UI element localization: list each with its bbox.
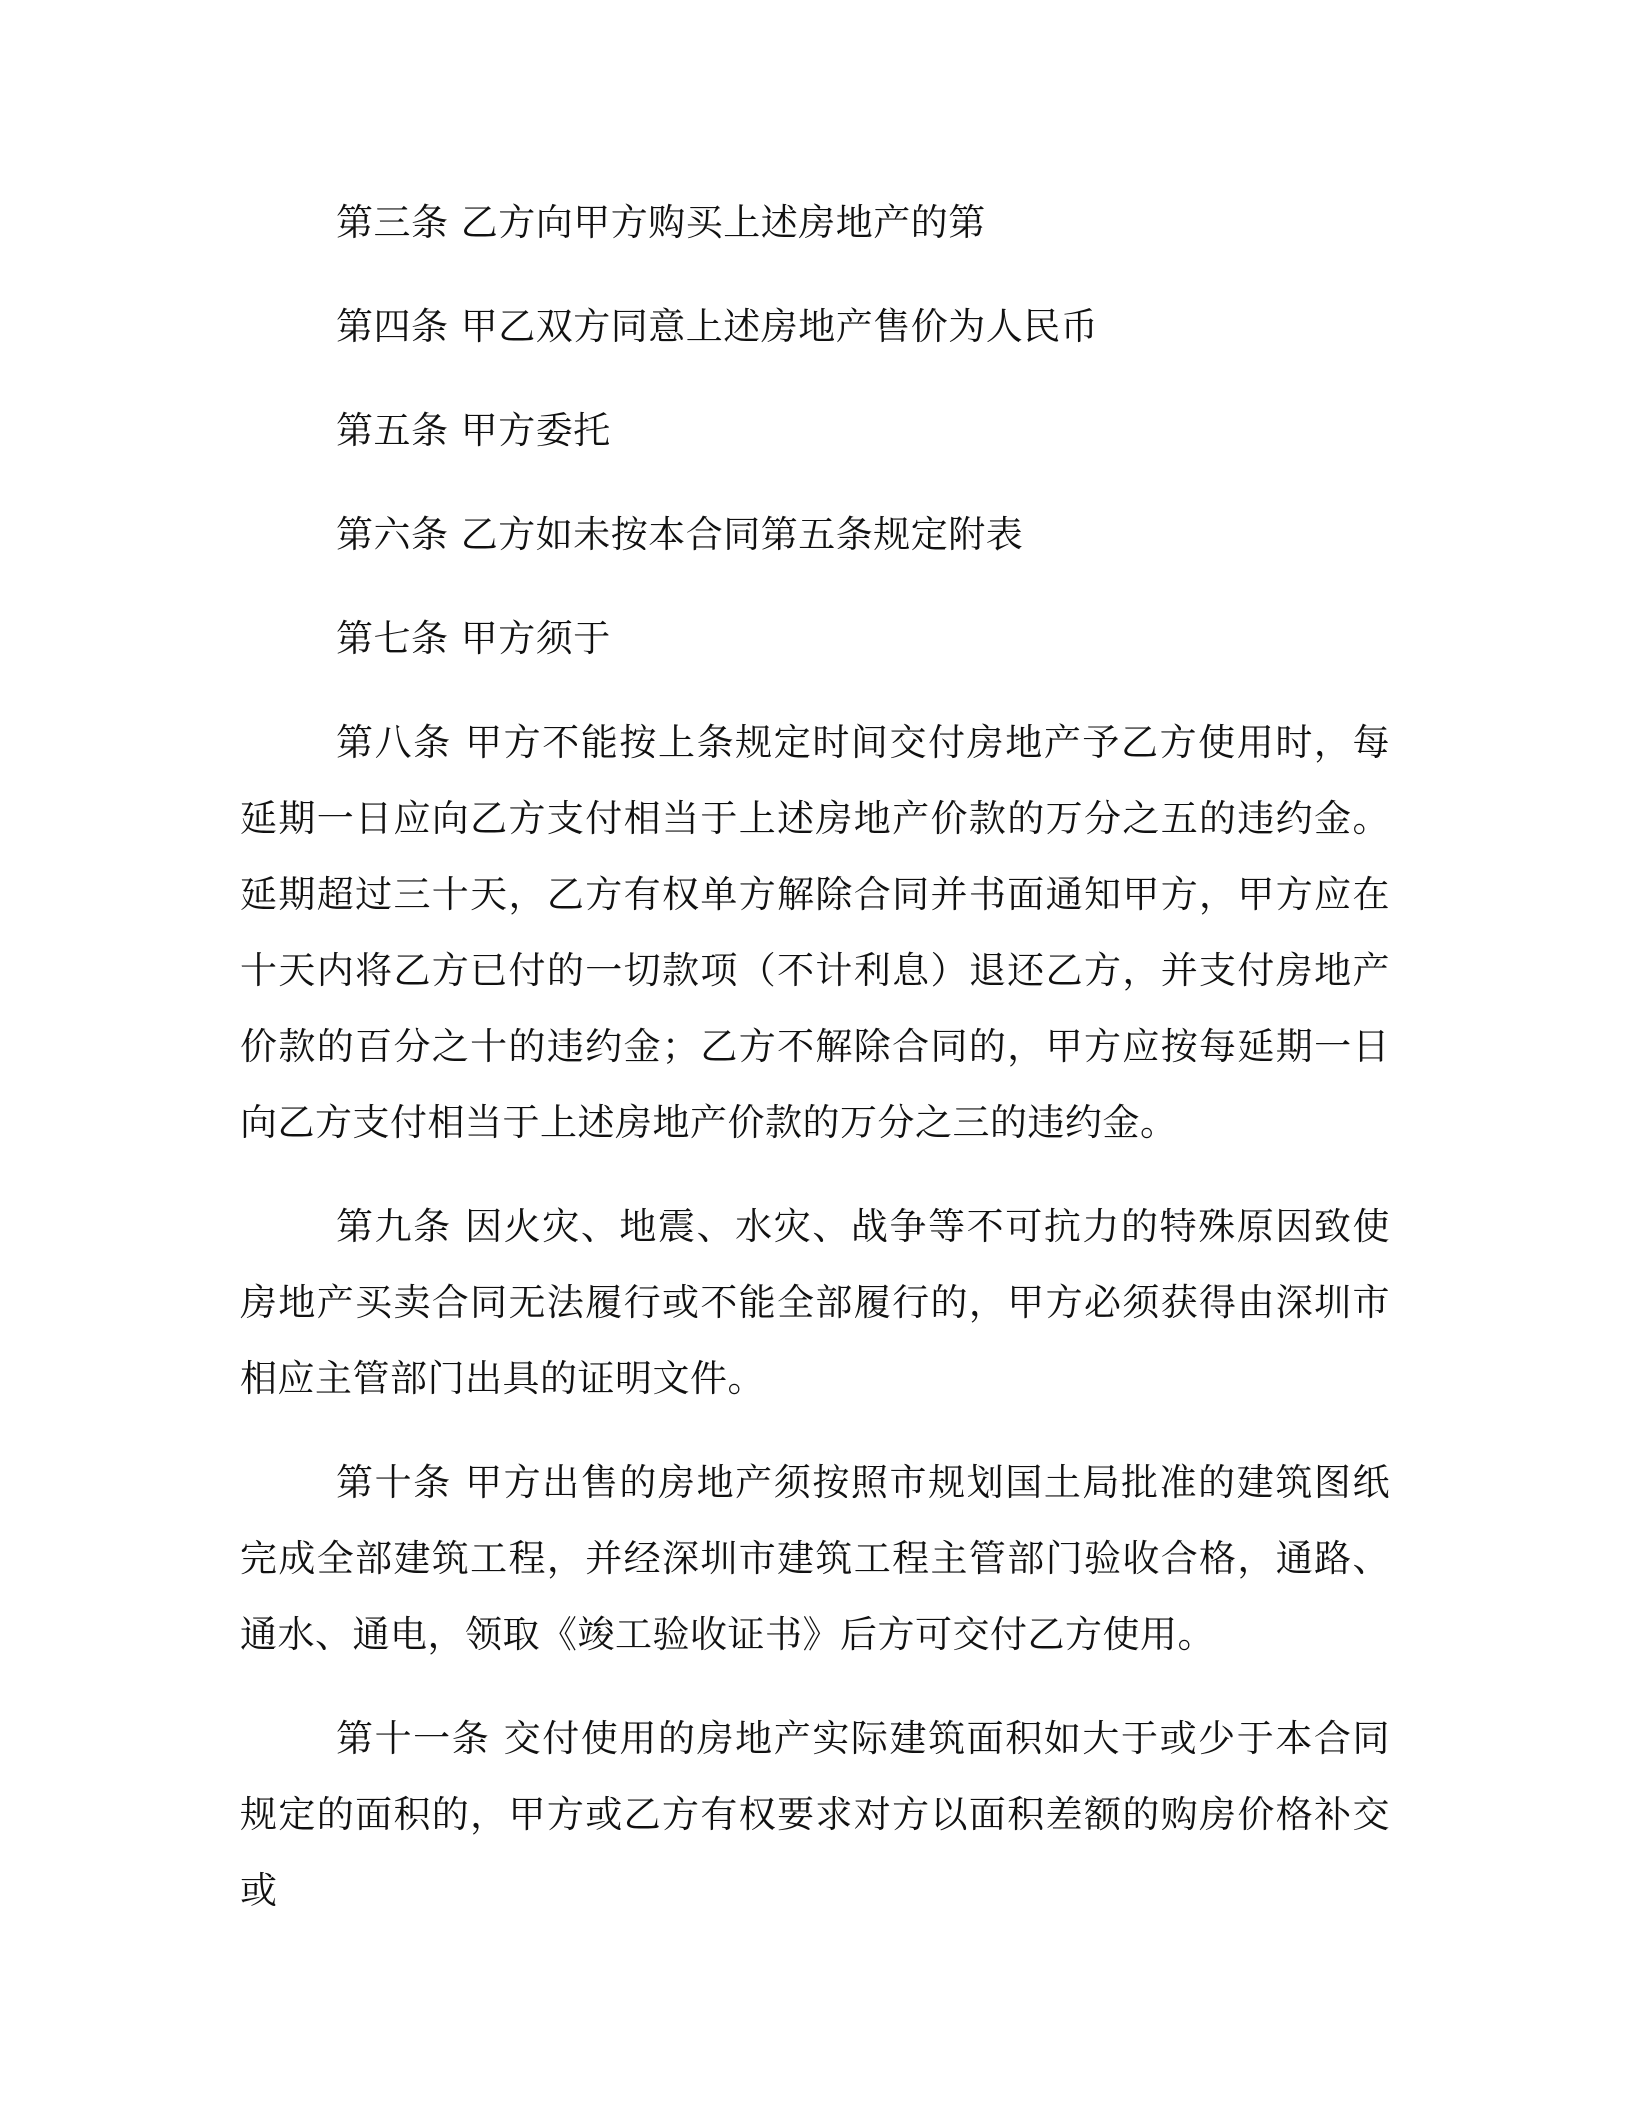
clause-8: 第八条 甲方不能按上条规定时间交付房地产予乙方使用时，每延期一日应向乙方支付相当于上述房地产价款的万分之五的违约金。 延期超过三十天，乙方有权单方解除合同并书面通知甲方，甲方应在十天内将乙方已付的一切款项（不计利息）退还乙方，并支付房地产价款的百分之十的违约金；乙方不解除合同的，甲方应按每延期一日向乙方支付相当于上述房地产价款的万分之三的违约金。 <box>240 721 1390 1144</box>
document-body <box>240 185 1390 1957</box>
clause-10: 第十条 甲方出售的房地产须按照市规划国土局批准的建筑图纸完成全部建筑工程，并经深圳市建筑工程主管部门验收合格，通路、通水、通电，领取《竣工验收证书》后方可交付乙方使用。 <box>240 1461 1390 1656</box>
clause-6: 第六条 乙方如未按本合同第五条规定附表 <box>336 513 1024 556</box>
clause-9: 第九条 因火灾、地震、水灾、战争等不可抗力的特殊原因致使房地产买卖合同无法履行或不能全部履行的，甲方必须获得由深圳市相应主管部门出具的证明文件。 <box>240 1205 1390 1400</box>
clause-3: 第三条 乙方向甲方购买上述房地产的第 <box>336 201 986 244</box>
clause-11: 第十一条 交付使用的房地产实际建筑面积如大于或少于本合同规定的面积的，甲方或乙方有权要求对方以面积差额的购房价格补交或 <box>240 1717 1390 1912</box>
clause-4: 第四条 甲乙双方同意上述房地产售价为人民币 <box>336 305 1099 348</box>
clause-7: 第七条 甲方须于 <box>336 617 611 660</box>
clause-5: 第五条 甲方委托 <box>336 409 611 452</box>
